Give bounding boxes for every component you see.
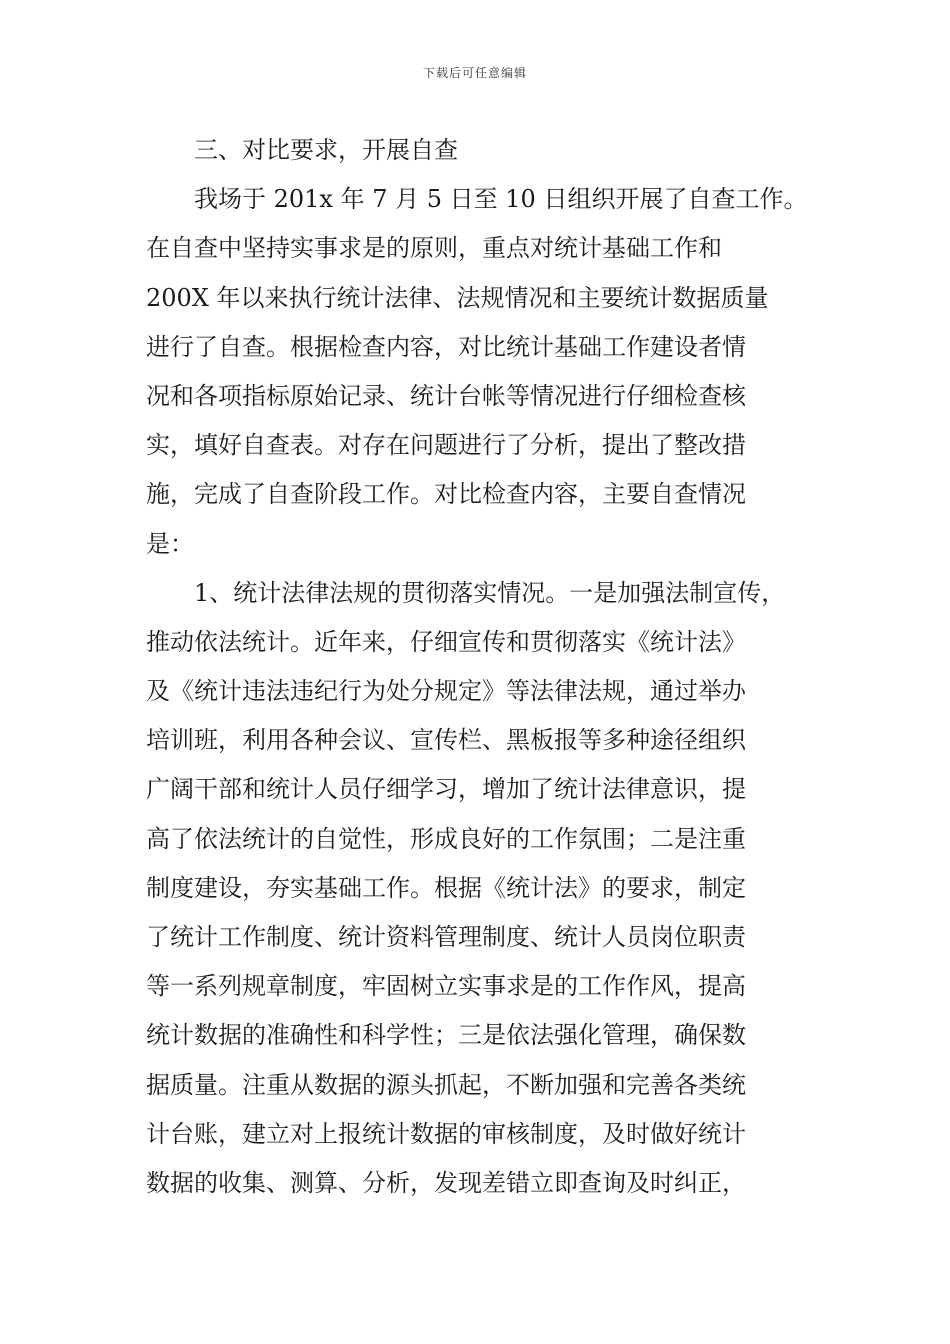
paragraph-line: 是： bbox=[146, 529, 194, 558]
paragraph-line: 200X 年以来执行统计法律、法规情况和主要统计数据质量 bbox=[146, 283, 769, 312]
paragraph-line: 施，完成了自查阶段工作。对比检查内容，主要自查情况 bbox=[146, 480, 746, 509]
paragraph-line: 计台账，建立对上报统计数据的审核制度，及时做好统计 bbox=[146, 1119, 746, 1148]
paragraph-line: 进行了自查。根据检查内容，对比统计基础工作建设者情 bbox=[146, 332, 746, 361]
paragraph-line: 制度建设，夯实基础工作。根据《统计法》的要求，制定 bbox=[146, 873, 746, 902]
paragraph-line: 况和各项指标原始记录、统计台帐等情况进行仔细检查核 bbox=[146, 381, 746, 410]
paragraph-line: 统计数据的准确性和科学性；三是依法强化管理，确保数 bbox=[146, 1021, 746, 1050]
paragraph-line: 我场于 201x 年 7 月 5 日至 10 日组织开展了自查工作。 bbox=[194, 185, 808, 214]
paragraph-line: 高了依法统计的自觉性，形成良好的工作氛围；二是注重 bbox=[146, 824, 746, 853]
paragraph-line: 1、统计法律法规的贯彻落实情况。一是加强法制宣传， bbox=[194, 578, 786, 607]
paragraph-line: 及《统计违法违纪行为处分规定》等法律法规，通过举办 bbox=[146, 677, 746, 706]
document-body bbox=[146, 126, 826, 1208]
paragraph-line: 数据的收集、测算、分析，发现差错立即查询及时纠正， bbox=[146, 1168, 746, 1197]
paragraph-line: 培训班，利用各种会议、宣传栏、黑板报等多种途径组织 bbox=[146, 726, 746, 755]
paragraph-line: 等一系列规章制度，牢固树立实事求是的工作作风，提高 bbox=[146, 972, 746, 1001]
paragraph-line: 据质量。注重从数据的源头抓起，不断加强和完善各类统 bbox=[146, 1070, 746, 1099]
paragraph-line: 实，填好自查表。对存在问题进行了分析，提出了整改措 bbox=[146, 431, 746, 460]
paragraph-line: 推动依法统计。近年来，仔细宣传和贯彻落实《统计法》 bbox=[146, 627, 746, 656]
paragraph-line: 了统计工作制度、统计资料管理制度、统计人员岗位职责 bbox=[146, 923, 746, 951]
paragraph-line: 广阔干部和统计人员仔细学习，增加了统计法律意识，提 bbox=[146, 775, 746, 804]
section-heading: 三、对比要求，开展自查 bbox=[194, 136, 458, 164]
page-header: 下载后可任意编辑 bbox=[422, 66, 527, 80]
paragraph-line: 在自查中坚持实事求是的原则，重点对统计基础工作和 bbox=[146, 234, 722, 263]
